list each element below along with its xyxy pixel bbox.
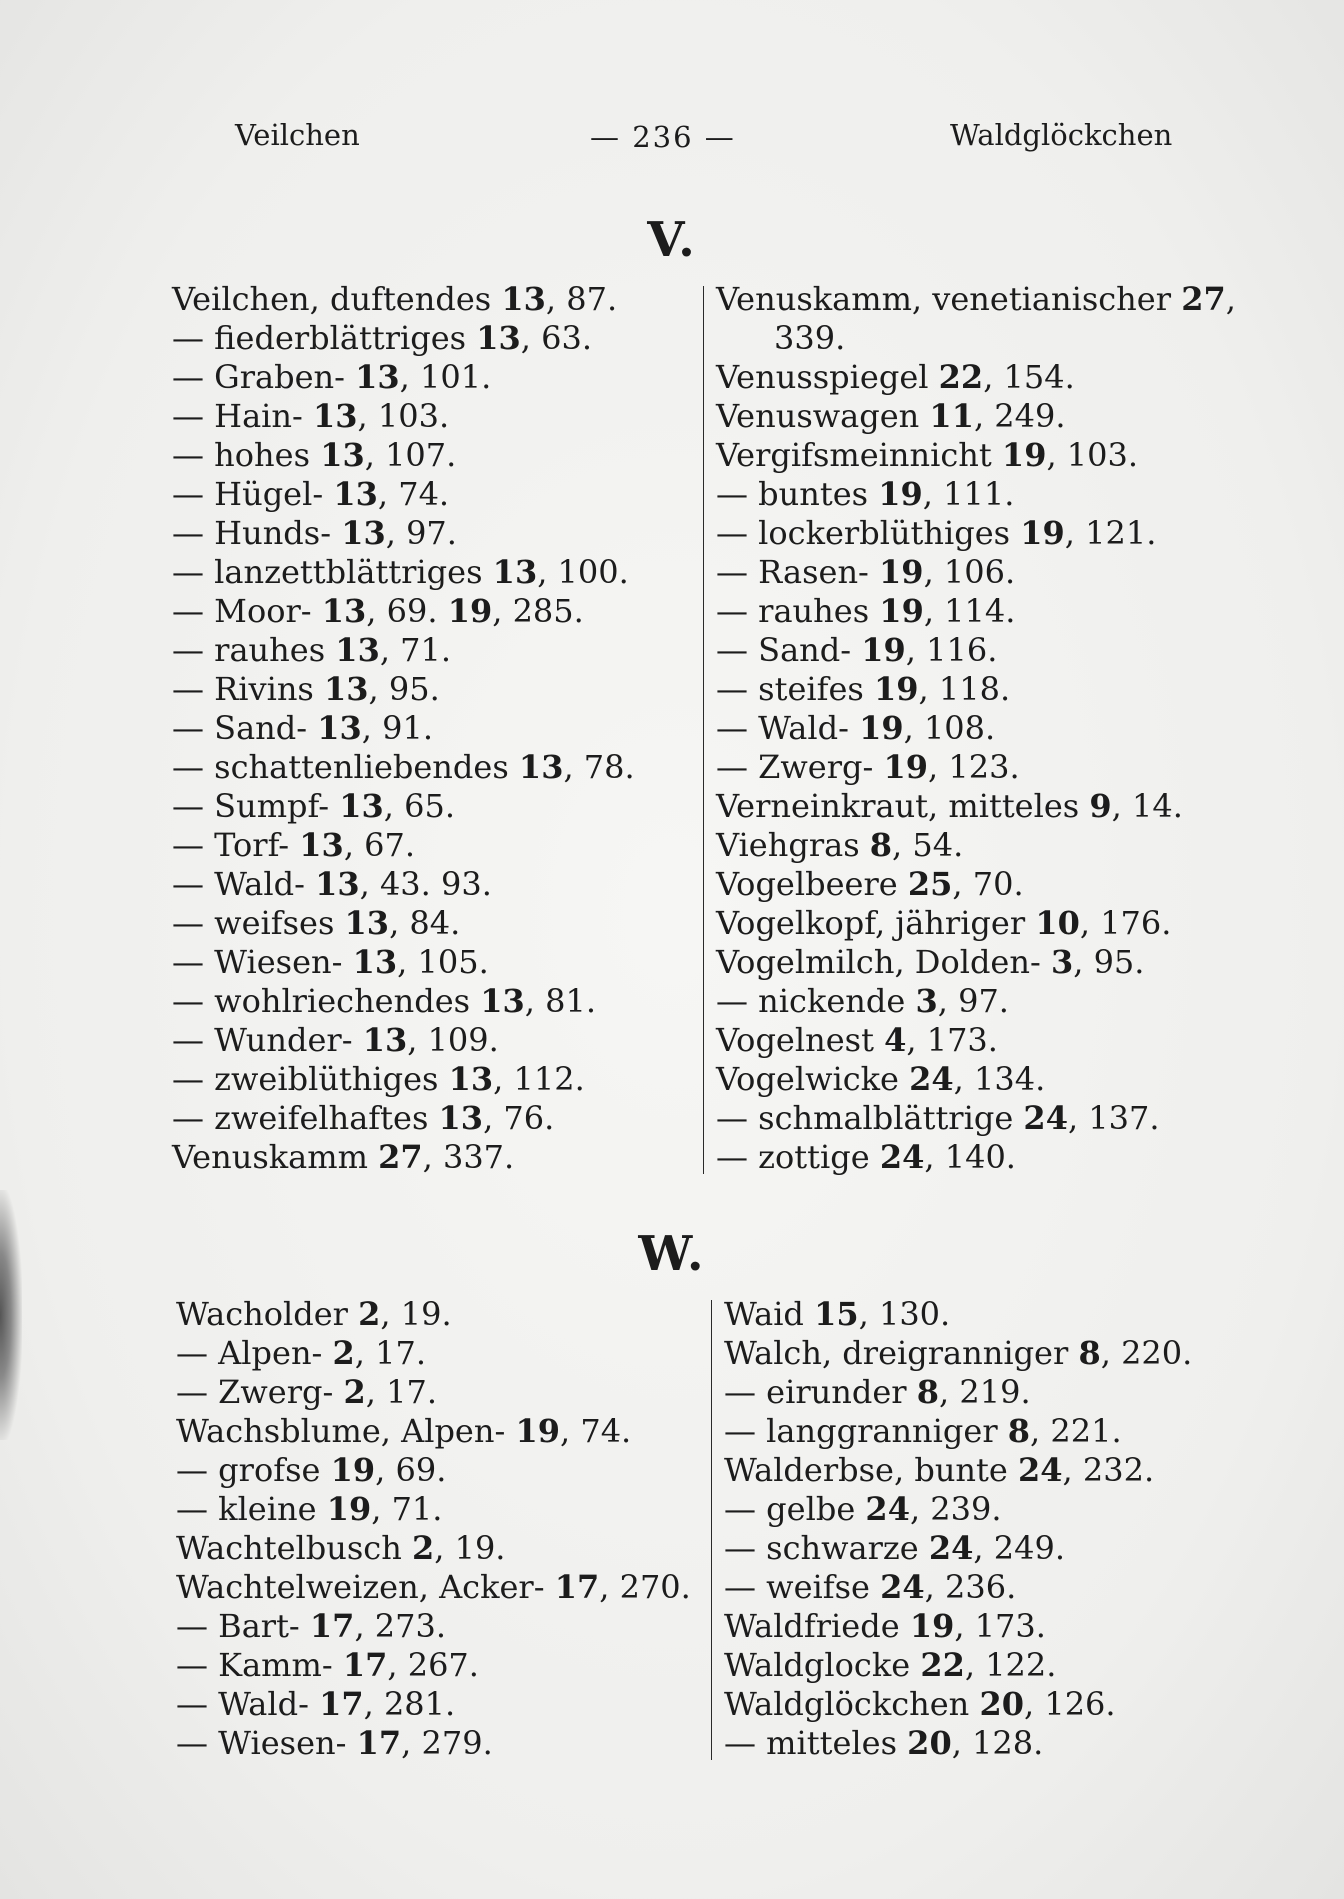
volume-number: 19	[861, 631, 906, 669]
entry-text: , 76.	[483, 1099, 555, 1137]
volume-number: 24	[1023, 1099, 1068, 1137]
volume-number: 19	[1001, 436, 1047, 474]
index-entry	[716, 475, 1236, 514]
entry-text: , 273.	[354, 1607, 447, 1645]
entry-text: , 71.	[379, 631, 452, 669]
index-entry	[176, 1295, 691, 1334]
index-entry	[724, 1646, 1192, 1685]
entry-text: — lanzettblättriges	[172, 553, 493, 591]
entry-text: — zweifelhaftes	[172, 1099, 439, 1137]
volume-number: 10	[1035, 904, 1080, 942]
volume-number: 13	[438, 1099, 484, 1137]
volume-number: 13	[492, 553, 538, 591]
index-entry	[172, 514, 635, 553]
volume-number: 13	[341, 514, 386, 552]
volume-number: 17	[309, 1607, 355, 1645]
index-entry	[716, 1060, 1236, 1099]
entry-text: — Kamm-	[176, 1646, 343, 1684]
volume-number: 13	[518, 748, 564, 786]
index-entry	[172, 982, 635, 1021]
entry-text: Vogelwicke	[716, 1060, 910, 1098]
volume-number: 22	[920, 1646, 965, 1684]
entry-text: , 43. 93.	[359, 865, 492, 903]
entry-text: , 97.	[385, 514, 457, 552]
section-letter-v: V.	[647, 212, 697, 268]
entry-text: , 109.	[407, 1021, 499, 1059]
index-entry	[172, 1060, 635, 1099]
entry-text: , 173.	[906, 1021, 998, 1059]
entry-text: — kleine	[176, 1490, 327, 1528]
entry-text: — Graben-	[172, 358, 356, 396]
entry-text: , 69.	[375, 1451, 447, 1489]
volume-number: 17	[356, 1724, 402, 1762]
entry-text: , 236.	[924, 1568, 1017, 1606]
entry-text: , 19.	[380, 1295, 452, 1333]
entry-text: , 74.	[377, 475, 450, 513]
entry-text: , 107.	[364, 436, 457, 474]
column-divider	[703, 286, 704, 1174]
index-entry	[172, 475, 635, 514]
entry-text: Veilchen, duftendes	[172, 280, 502, 318]
volume-number: 13	[335, 631, 380, 669]
volume-number: 19	[330, 1451, 376, 1489]
entry-text: , 63.	[520, 319, 592, 357]
entry-text: , 71.	[371, 1490, 443, 1528]
volume-number: 24	[879, 1138, 925, 1176]
index-entry	[716, 553, 1236, 592]
volume-number: 19	[515, 1412, 560, 1450]
entry-text: , 130.	[858, 1295, 951, 1333]
index-column-w-left	[176, 1295, 691, 1763]
entry-text: — wohlriechendes	[172, 982, 481, 1020]
volume-number: 2	[343, 1373, 366, 1411]
index-entry	[724, 1607, 1192, 1646]
index-entry	[716, 1138, 1236, 1177]
entry-text: — steifes	[716, 670, 874, 708]
index-entry	[724, 1451, 1192, 1490]
index-entry	[176, 1334, 691, 1373]
volume-number: 25	[907, 865, 953, 903]
index-entry	[176, 1412, 691, 1451]
entry-text: Verneinkraut, mitteles	[716, 787, 1090, 825]
entry-text: , 78.	[563, 748, 635, 786]
entry-text: , 87.	[545, 280, 618, 318]
entry-text: , 232.	[1062, 1451, 1155, 1489]
entry-text: Viehgras	[716, 826, 870, 864]
entry-text: Waid	[724, 1295, 815, 1333]
index-entry	[724, 1568, 1192, 1607]
index-entry	[716, 592, 1236, 631]
page-number: — 236 —	[590, 120, 736, 154]
volume-number: 13	[501, 280, 546, 318]
volume-number: 24	[865, 1490, 910, 1528]
index-entry	[716, 982, 1236, 1021]
entry-text: — gelbe	[724, 1490, 866, 1528]
volume-number: 2	[358, 1295, 381, 1333]
entry-text: , 122.	[964, 1646, 1057, 1684]
entry-text: , 121.	[1064, 514, 1157, 552]
volume-number: 20	[907, 1724, 952, 1762]
volume-number: 24	[928, 1529, 974, 1567]
entry-text: Vogelmilch, Dolden-	[716, 943, 1051, 981]
index-entry	[716, 319, 1236, 358]
entry-text: — Rivins	[172, 670, 325, 708]
volume-number: 27	[378, 1138, 423, 1176]
entry-text: — Sand-	[716, 631, 862, 669]
entry-text: , 118.	[918, 670, 1011, 708]
volume-number: 13	[362, 1021, 408, 1059]
volume-number: 13	[324, 670, 369, 708]
index-entry	[176, 1373, 691, 1412]
index-entry	[716, 631, 1236, 670]
index-entry	[724, 1373, 1192, 1412]
volume-number: 13	[317, 709, 362, 747]
volume-number: 19	[326, 1490, 372, 1528]
index-entry	[724, 1295, 1192, 1334]
entry-text: — Zwerg-	[176, 1373, 344, 1411]
entry-text: Vergifsmeinnicht	[716, 436, 1002, 474]
index-entry	[716, 865, 1236, 904]
entry-text: — Sand-	[172, 709, 318, 747]
entry-text: , 114.	[923, 592, 1016, 630]
index-entry	[724, 1724, 1192, 1763]
volume-number: 8	[869, 826, 893, 864]
volume-number: 24	[909, 1060, 954, 1098]
index-entry	[724, 1490, 1192, 1529]
entry-text: — rauhes	[172, 631, 336, 669]
index-entry	[716, 670, 1236, 709]
entry-text: , 81.	[524, 982, 596, 1020]
entry-text: ,	[1225, 280, 1236, 318]
entry-text: — Wald-	[716, 709, 860, 747]
entry-text: , 173.	[954, 1607, 1046, 1645]
entry-text: Venusspiegel	[716, 358, 939, 396]
entry-text: — Hügel-	[172, 475, 334, 513]
index-entry	[176, 1529, 691, 1568]
entry-text: , 137.	[1067, 1099, 1160, 1137]
index-entry	[172, 592, 635, 631]
entry-text: — zottige	[716, 1138, 880, 1176]
volume-number: 9	[1089, 787, 1112, 825]
volume-number: 19	[874, 670, 919, 708]
entry-text: — langgranniger	[724, 1412, 1008, 1450]
entry-text: , 67.	[343, 826, 416, 864]
entry-text: — Sumpf-	[172, 787, 340, 825]
volume-number: 13	[480, 982, 525, 1020]
volume-number: 20	[979, 1685, 1024, 1723]
entry-text: Wachtelbusch	[176, 1529, 412, 1567]
volume-number: 13	[299, 826, 344, 864]
header-left-word: Veilchen	[235, 118, 360, 152]
index-entry	[176, 1685, 691, 1724]
entry-text: , 95.	[1073, 943, 1145, 981]
entry-text: — Wiesen-	[172, 943, 353, 981]
entry-text: , 101.	[399, 358, 492, 396]
entry-text: Venuskamm, venetianischer	[716, 280, 1182, 318]
entry-text: , 140.	[924, 1138, 1016, 1176]
volume-number: 13	[339, 787, 384, 825]
entry-text: , 112.	[493, 1060, 585, 1098]
volume-number: 13	[476, 319, 521, 357]
entry-text: , 14.	[1111, 787, 1183, 825]
index-entry	[716, 943, 1236, 982]
entry-text: , 154.	[983, 358, 1075, 396]
entry-text: — grofse	[176, 1451, 331, 1489]
index-column-v-left	[172, 280, 635, 1177]
volume-number: 11	[929, 397, 974, 435]
volume-number: 19	[879, 592, 924, 630]
entry-text: Walderbse, bunte	[724, 1451, 1018, 1489]
header-right-word: Waldglöckchen	[950, 118, 1173, 152]
entry-text: — Hain-	[172, 397, 313, 435]
volume-number: 19	[1020, 514, 1065, 552]
volume-number: 13	[448, 1060, 494, 1098]
entry-text: Waldfriede	[724, 1607, 910, 1645]
entry-text: , 134.	[953, 1060, 1046, 1098]
volume-number: 17	[554, 1568, 600, 1606]
volume-number: 17	[319, 1685, 364, 1723]
index-entry	[716, 748, 1236, 787]
index-column-w-right	[724, 1295, 1192, 1763]
index-entry	[172, 787, 635, 826]
volume-number: 2	[411, 1529, 435, 1567]
index-entry	[716, 1099, 1236, 1138]
entry-text: , 106.	[923, 553, 1016, 591]
index-entry	[172, 904, 635, 943]
entry-text: 339.	[774, 319, 846, 357]
index-entry	[176, 1568, 691, 1607]
volume-number: 3	[1050, 943, 1074, 981]
entry-text: , 100.	[537, 553, 629, 591]
entry-text: — weifse	[724, 1568, 881, 1606]
index-entry	[172, 319, 635, 358]
entry-text: — mitteles	[724, 1724, 908, 1762]
index-entry	[724, 1529, 1192, 1568]
entry-text: — Bart-	[176, 1607, 310, 1645]
entry-text: — Rasen-	[716, 553, 880, 591]
index-entry	[172, 748, 635, 787]
index-entry	[176, 1724, 691, 1763]
index-entry	[172, 358, 635, 397]
volume-number: 19	[879, 553, 924, 591]
entry-text: , 281.	[363, 1685, 456, 1723]
entry-text: , 220.	[1100, 1334, 1193, 1372]
entry-text: — Wald-	[172, 865, 316, 903]
index-entry	[716, 514, 1236, 553]
entry-text: , 126.	[1023, 1685, 1116, 1723]
entry-text: , 239.	[909, 1490, 1002, 1528]
volume-number: 3	[915, 982, 938, 1020]
index-entry	[716, 397, 1236, 436]
index-entry	[724, 1334, 1192, 1373]
entry-text: , 95.	[368, 670, 440, 708]
volume-number: 15	[814, 1295, 859, 1333]
entry-text: , 70.	[952, 865, 1024, 903]
index-entry	[172, 1021, 635, 1060]
entry-text: , 116.	[905, 631, 998, 669]
entry-text: , 84.	[389, 904, 461, 942]
entry-text: — hohes	[172, 436, 321, 474]
index-entry	[172, 631, 635, 670]
entry-text: Venuskamm	[172, 1138, 379, 1176]
entry-text: , 108.	[903, 709, 996, 747]
volume-number: 13	[344, 904, 390, 942]
entry-text: — nickende	[716, 982, 916, 1020]
entry-text: Vogelbeere	[716, 865, 908, 903]
index-entry	[172, 943, 635, 982]
volume-number: 19	[859, 709, 904, 747]
volume-number: 13	[333, 475, 378, 513]
index-entry	[716, 826, 1236, 865]
entry-text: , 65.	[383, 787, 455, 825]
entry-text: — Wald-	[176, 1685, 320, 1723]
index-entry	[172, 436, 635, 475]
index-entry	[716, 436, 1236, 475]
index-entry	[172, 826, 635, 865]
entry-text: — Torf-	[172, 826, 300, 864]
index-entry	[172, 865, 635, 904]
entry-text: — zweiblüthiges	[172, 1060, 449, 1098]
entry-text: , 19.	[434, 1529, 506, 1567]
volume-number: 19	[447, 592, 493, 630]
volume-number: 24	[880, 1568, 925, 1606]
entry-text: , 176.	[1079, 904, 1172, 942]
entry-text: — buntes	[716, 475, 879, 513]
entry-text: , 128.	[951, 1724, 1044, 1762]
entry-text: , 285.	[492, 592, 584, 630]
entry-text: , 17.	[354, 1334, 427, 1372]
entry-text: — Zwerg-	[716, 748, 884, 786]
entry-text: — schattenliebendes	[172, 748, 519, 786]
index-entry	[724, 1685, 1192, 1724]
entry-text: , 219.	[939, 1373, 1031, 1411]
index-entry	[172, 553, 635, 592]
entry-text: — schwarze	[724, 1529, 929, 1567]
volume-number: 19	[878, 475, 923, 513]
entry-text: Vogelkopf, jähriger	[716, 904, 1036, 942]
index-entry	[176, 1451, 691, 1490]
entry-text: , 17.	[365, 1373, 437, 1411]
volume-number: 8	[1078, 1334, 1101, 1372]
entry-text: — fiederblättriges	[172, 319, 477, 357]
entry-text: — Moor-	[172, 592, 322, 630]
index-entry	[716, 1021, 1236, 1060]
volume-number: 19	[909, 1607, 955, 1645]
index-entry	[172, 1138, 635, 1177]
index-entry	[176, 1646, 691, 1685]
volume-number: 24	[1018, 1451, 1063, 1489]
volume-number: 13	[352, 943, 398, 981]
entry-text: , 270.	[599, 1568, 691, 1606]
entry-text: Vogelnest	[716, 1021, 885, 1059]
entry-text: — Hunds-	[172, 514, 342, 552]
index-entry	[716, 280, 1236, 319]
index-entry	[716, 358, 1236, 397]
entry-text: — Alpen-	[176, 1334, 333, 1372]
volume-number: 22	[938, 358, 984, 396]
index-entry	[172, 280, 635, 319]
volume-number: 2	[332, 1334, 355, 1372]
index-entry	[172, 1099, 635, 1138]
entry-text: , 111.	[922, 475, 1015, 513]
entry-text: , 249.	[973, 1529, 1065, 1567]
entry-text: Venuswagen	[716, 397, 930, 435]
index-entry	[176, 1490, 691, 1529]
volume-number: 8	[1007, 1412, 1031, 1450]
index-entry	[176, 1607, 691, 1646]
entry-text: , 69.	[366, 592, 448, 630]
entry-text: — schmalblättrige	[716, 1099, 1024, 1137]
index-entry	[716, 709, 1236, 748]
entry-text: , 337.	[422, 1138, 515, 1176]
index-entry	[716, 787, 1236, 826]
volume-number: 4	[884, 1021, 907, 1059]
volume-number: 13	[355, 358, 400, 396]
entry-text: , 103.	[1046, 436, 1139, 474]
entry-text: , 221.	[1030, 1412, 1122, 1450]
entry-text: Wacholder	[176, 1295, 359, 1333]
running-head	[0, 118, 1344, 158]
volume-number: 17	[342, 1646, 388, 1684]
entry-text: , 103.	[357, 397, 450, 435]
volume-number: 27	[1181, 280, 1226, 318]
entry-text: Wachsblume, Alpen-	[176, 1412, 516, 1450]
entry-text: , 97.	[937, 982, 1009, 1020]
volume-number: 13	[312, 397, 358, 435]
volume-number: 13	[315, 865, 360, 903]
entry-text: , 267.	[387, 1646, 479, 1684]
entry-text: , 123.	[928, 748, 1020, 786]
index-entry	[172, 397, 635, 436]
index-entry	[716, 904, 1236, 943]
entry-text: — eirunder	[724, 1373, 917, 1411]
entry-text: , 105.	[397, 943, 489, 981]
index-entry	[724, 1412, 1192, 1451]
entry-text: Waldglocke	[724, 1646, 921, 1684]
column-divider	[711, 1300, 712, 1760]
entry-text: — weifses	[172, 904, 345, 942]
index-entry	[172, 670, 635, 709]
index-entry	[172, 709, 635, 748]
entry-text: , 279.	[401, 1724, 493, 1762]
entry-text: — Wunder-	[172, 1021, 363, 1059]
entry-text: — lockerblüthiges	[716, 514, 1021, 552]
volume-number: 19	[883, 748, 929, 786]
entry-text: — Wiesen-	[176, 1724, 357, 1762]
volume-number: 13	[321, 592, 367, 630]
entry-text: , 54.	[892, 826, 964, 864]
section-letter-w: W.	[638, 1226, 706, 1282]
volume-number: 13	[320, 436, 365, 474]
entry-text: Wachtelweizen, Acker-	[176, 1568, 555, 1606]
entry-text: — rauhes	[716, 592, 880, 630]
entry-text: Walch, dreigranniger	[724, 1334, 1079, 1372]
entry-text: , 91.	[361, 709, 434, 747]
entry-text: , 249.	[973, 397, 1066, 435]
entry-text: , 74.	[559, 1412, 632, 1450]
index-column-v-right	[716, 280, 1236, 1177]
entry-text: Waldglöckchen	[724, 1685, 980, 1723]
volume-number: 8	[916, 1373, 940, 1411]
